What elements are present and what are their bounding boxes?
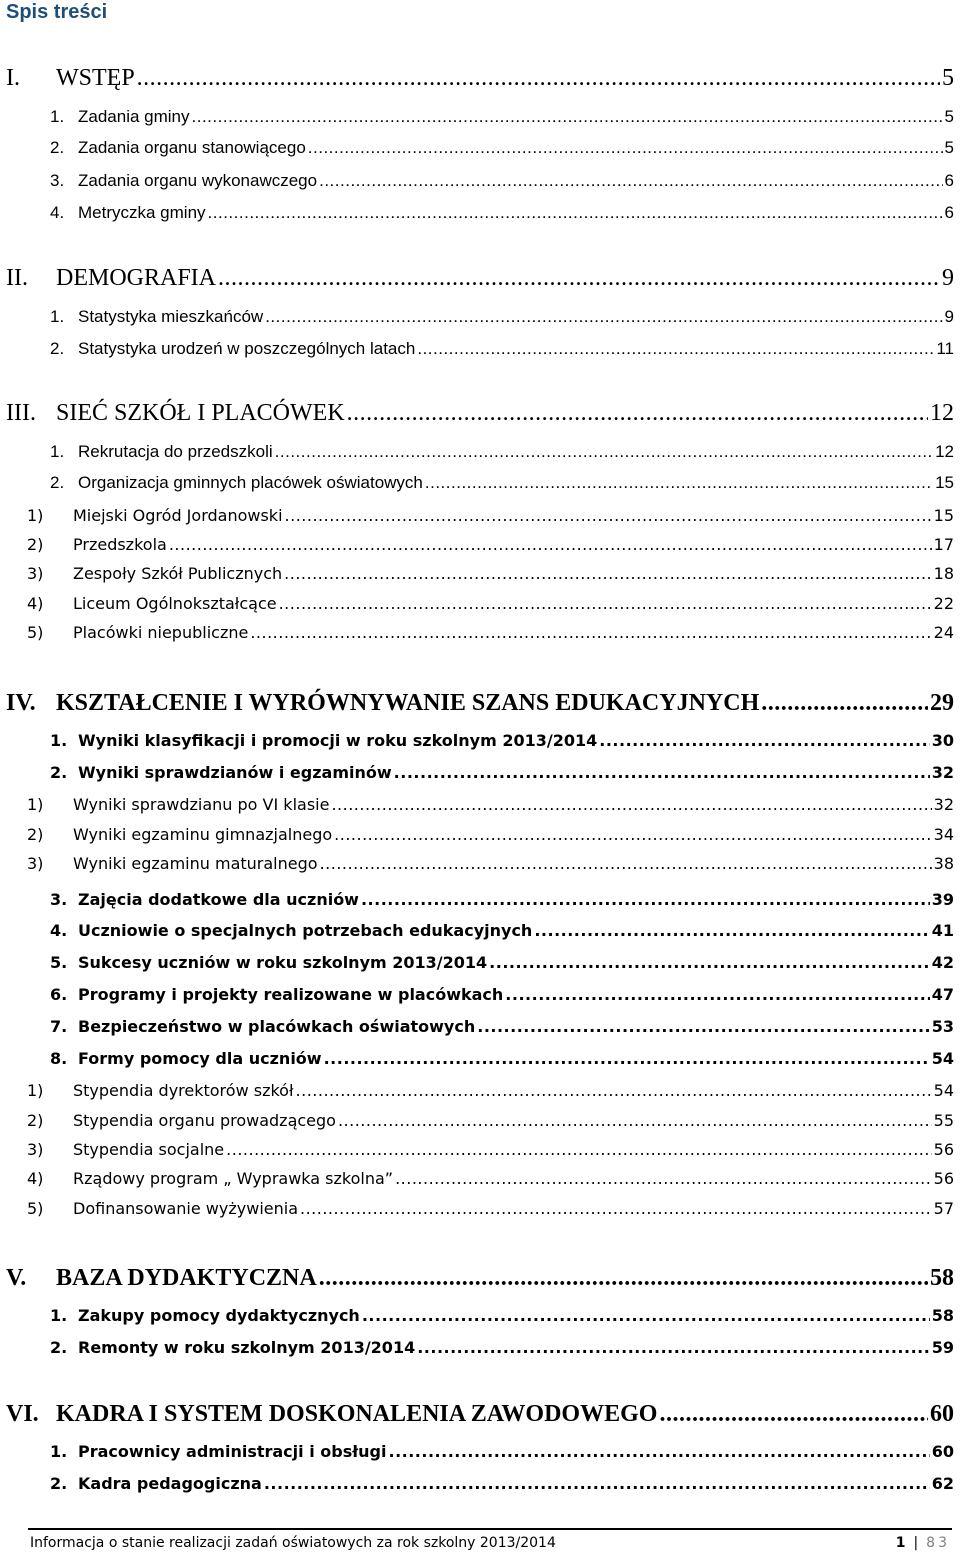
page-footer — [30, 1533, 950, 1553]
dot-leader — [534, 920, 929, 942]
toc-entry-page: 62 — [931, 1474, 954, 1493]
toc-entry-page: 54 — [931, 1049, 954, 1068]
dot-leader — [362, 1305, 930, 1327]
toc-entry-number: 2. — [50, 763, 68, 782]
toc-entry-title: Liceum Ogólnokształcące — [73, 594, 277, 613]
dot-leader — [394, 762, 930, 784]
toc-entry-title: Kadra pedagogiczna — [78, 1474, 262, 1493]
toc-entry-page: 29 — [930, 690, 954, 716]
toc-entry-number: 3) — [27, 1140, 44, 1159]
toc-entry-title: KSZTAŁCENIE I WYRÓWNYWANIE SZANS EDUKACYJNYCH — [56, 690, 760, 716]
toc-entry[interactable] — [0, 730, 954, 752]
toc-entry-page: 17 — [933, 535, 954, 554]
toc-entry-page: 11 — [936, 339, 954, 358]
dot-leader — [320, 853, 932, 875]
dot-leader — [388, 1441, 929, 1463]
dot-leader — [489, 952, 930, 974]
toc-entry-number: 5. — [50, 953, 68, 972]
page-separator: | — [913, 1535, 919, 1551]
toc-entry-title: Stypendia organu prowadzącego — [73, 1111, 336, 1130]
toc-entry-page: 53 — [931, 1017, 954, 1036]
toc-entry-page: 60 — [931, 1442, 954, 1461]
toc-entry-page: 56 — [933, 1140, 954, 1159]
dot-leader — [308, 137, 943, 159]
toc-entry[interactable] — [0, 137, 954, 159]
toc-entry[interactable] — [0, 472, 954, 494]
toc-entry-page: 9 — [942, 265, 954, 291]
toc-entry-page: 32 — [931, 763, 954, 782]
dot-leader — [208, 202, 943, 224]
toc-entry-title: Statystyka urodzeń w poszczególnych latach — [78, 339, 416, 358]
toc-entry-title: Stypendia dyrektorów szkół — [73, 1081, 294, 1100]
page-title: Spis treści — [6, 1, 108, 23]
toc-entry[interactable] — [0, 505, 954, 527]
toc-entry-page: 32 — [933, 795, 954, 814]
toc-entry-number: 1) — [27, 506, 44, 525]
toc-entry-page: 12 — [930, 400, 954, 426]
toc-entry-page: 5 — [942, 65, 954, 91]
dot-leader — [395, 1168, 932, 1190]
toc-entry-title: Metryczka gminy — [78, 203, 206, 222]
toc-entry-title: Miejski Ogród Jordanowski — [73, 506, 283, 525]
dot-leader — [347, 398, 928, 428]
dot-leader — [338, 1110, 932, 1132]
toc-entry-number: 2. — [50, 339, 65, 358]
toc-entry-title: Dofinansowanie wyżywienia — [73, 1199, 298, 1218]
toc-entry-number: 4. — [50, 921, 68, 940]
toc-entry-page: 6 — [944, 171, 954, 190]
toc-entry-number: 1. — [50, 107, 65, 126]
toc-entry-number: 1. — [50, 307, 65, 326]
toc-entry[interactable] — [0, 534, 954, 556]
toc-entry-page: 41 — [931, 921, 954, 940]
dot-leader — [296, 1080, 932, 1102]
toc-entry-number: 5) — [27, 1199, 44, 1218]
dot-leader — [284, 563, 931, 585]
toc-entry[interactable] — [0, 63, 954, 93]
dot-leader — [417, 1337, 930, 1359]
toc-entry-page: 15 — [933, 506, 954, 525]
toc-entry-title: WSTĘP — [56, 65, 135, 91]
toc-entry-number: 2) — [27, 1111, 44, 1130]
toc-entry[interactable] — [0, 338, 954, 360]
toc-entry-number: 2. — [50, 473, 65, 492]
current-page: 1 — [895, 1535, 906, 1551]
toc-entry-page: 30 — [931, 731, 954, 750]
toc-entry-number: 4. — [50, 203, 65, 222]
toc-entry[interactable] — [0, 952, 954, 974]
toc-entry-title: Wyniki egzaminu maturalnego — [73, 854, 318, 873]
toc-entry-title: Zadania organu stanowiącego — [78, 138, 306, 157]
toc-entry-page: 47 — [931, 985, 954, 1004]
toc-entry-title: Sukcesy uczniów w roku szkolnym 2013/2014 — [78, 953, 488, 972]
dot-leader — [761, 688, 928, 718]
toc-entry[interactable] — [0, 441, 954, 463]
toc-entry-page: 58 — [930, 1265, 954, 1291]
toc-entry-page: 15 — [935, 473, 954, 492]
toc-entry-page: 5 — [944, 107, 954, 126]
toc-entry[interactable] — [0, 1016, 954, 1038]
toc-entry-number: VI. — [6, 1401, 39, 1427]
toc-entry-page: 59 — [931, 1338, 954, 1357]
dot-leader — [334, 824, 931, 846]
dot-leader — [264, 1473, 930, 1495]
toc-entry-number: 1) — [27, 795, 44, 814]
total-pages: 83 — [926, 1535, 950, 1551]
dot-leader — [361, 889, 930, 911]
toc-entry[interactable] — [0, 1263, 954, 1293]
toc-entry-number: 7. — [50, 1017, 68, 1036]
toc-entry[interactable] — [0, 1198, 954, 1220]
toc-entry-page: 9 — [944, 307, 954, 326]
toc-entry-page: 39 — [931, 890, 954, 909]
toc-entry[interactable] — [0, 1399, 954, 1429]
toc-entry-number: 3) — [27, 564, 44, 583]
toc-entry-page: 12 — [935, 442, 954, 461]
dot-leader — [659, 1399, 928, 1429]
toc-entry-title: Remonty w roku szkolnym 2013/2014 — [78, 1338, 416, 1357]
toc-entry-number: IV. — [6, 690, 36, 716]
toc-entry[interactable] — [0, 398, 954, 428]
toc-entry-number: 2. — [50, 1474, 68, 1493]
toc-entry[interactable] — [0, 1168, 954, 1190]
toc-entry[interactable] — [0, 202, 954, 224]
toc-entry-title: Placówki niepubliczne — [73, 623, 249, 642]
toc-entry-title: BAZA DYDAKTYCZNA — [56, 1265, 317, 1291]
toc-entry-page: 22 — [933, 594, 954, 613]
toc-entry[interactable] — [0, 984, 954, 1006]
toc-entry-number: 1. — [50, 1306, 68, 1325]
dot-leader — [319, 170, 942, 192]
dot-leader — [169, 534, 932, 556]
toc-entry[interactable] — [0, 824, 954, 846]
toc-entry-page: 54 — [933, 1081, 954, 1100]
toc-entry-title: Stypendia socjalne — [73, 1140, 225, 1159]
toc-entry[interactable] — [0, 762, 954, 784]
toc-entry-page: 60 — [930, 1401, 954, 1427]
toc-entry[interactable] — [0, 106, 954, 128]
dot-leader — [477, 1016, 930, 1038]
toc-entry-page: 58 — [931, 1306, 954, 1325]
toc-entry-title: Zakupy pomocy dydaktycznych — [78, 1306, 360, 1325]
toc-entry-number: 2. — [50, 1338, 68, 1357]
toc-entry-title: Wyniki sprawdzianów i egzaminów — [78, 763, 392, 782]
dot-leader — [137, 63, 940, 93]
toc-entry[interactable] — [0, 1337, 954, 1359]
toc-entry-number: III. — [6, 400, 36, 426]
toc-entry-title: Zespoły Szkół Publicznych — [73, 564, 283, 583]
dot-leader — [319, 1263, 928, 1293]
toc-entry[interactable] — [0, 1080, 954, 1102]
toc-entry[interactable] — [0, 889, 954, 911]
toc-entry-page: 5 — [944, 138, 954, 157]
toc-entry-title: Formy pomocy dla uczniów — [78, 1049, 322, 1068]
dot-leader — [324, 1048, 930, 1070]
toc-entry-title: Wyniki egzaminu gimnazjalnego — [73, 825, 333, 844]
dot-leader — [265, 306, 942, 328]
toc-entry-number: 3. — [50, 890, 68, 909]
toc-entry-number: 6. — [50, 985, 68, 1004]
toc-entry-title: Wyniki sprawdzianu po VI klasie — [73, 795, 330, 814]
toc-entry[interactable] — [0, 306, 954, 328]
toc-entry[interactable] — [0, 593, 954, 615]
toc-entry-title: Zadania organu wykonawczego — [78, 171, 318, 190]
toc-entry[interactable] — [0, 1441, 954, 1463]
toc-entry-title: Pracownicy administracji i obsługi — [78, 1442, 387, 1461]
toc-entry-number: 1. — [50, 442, 65, 461]
toc-entry-page: 18 — [933, 564, 954, 583]
dot-leader — [250, 622, 931, 644]
dot-leader — [417, 338, 934, 360]
toc-entry[interactable] — [0, 263, 954, 293]
toc-entry-number: 8. — [50, 1049, 68, 1068]
toc-entry-number: V. — [6, 1265, 27, 1291]
toc-entry-number: 2) — [27, 535, 44, 554]
toc-entry-number: 4) — [27, 594, 44, 613]
toc-entry-number: 1. — [50, 731, 68, 750]
toc-entry-number: 3. — [50, 171, 65, 190]
dot-leader — [226, 1139, 932, 1161]
toc-entry[interactable] — [0, 794, 954, 816]
toc-entry[interactable] — [0, 622, 954, 644]
toc-entry[interactable] — [0, 170, 954, 192]
toc-entry-title: KADRA I SYSTEM DOSKONALENIA ZAWODOWEGO — [56, 1401, 658, 1427]
toc-entry-title: Wyniki klasyfikacji i promocji w roku szkolnym 2013/2014 — [78, 731, 598, 750]
toc-entry[interactable] — [0, 563, 954, 585]
toc-entry-page: 57 — [933, 1199, 954, 1218]
toc-entry-number: II. — [6, 265, 28, 291]
toc-entry[interactable] — [0, 688, 954, 718]
toc-entry-page: 42 — [931, 953, 954, 972]
dot-leader — [192, 106, 943, 128]
toc-entry-title: SIEĆ SZKÓŁ I PLACÓWEK — [56, 400, 345, 426]
toc-entry-number: 2) — [27, 825, 44, 844]
toc-entry[interactable] — [0, 1048, 954, 1070]
toc-entry-title: Zajęcia dodatkowe dla uczniów — [78, 890, 359, 909]
dot-leader — [300, 1198, 932, 1220]
toc-entry-number: 4) — [27, 1169, 44, 1188]
dot-leader — [275, 441, 933, 463]
toc-entry-title: Statystyka mieszkańców — [78, 307, 264, 326]
footer-divider — [28, 1528, 952, 1530]
toc-entry-title: Bezpieczeństwo w placówkach oświatowych — [78, 1017, 476, 1036]
toc-entry-title: Organizacja gminnych placówek oświatowych — [78, 473, 423, 492]
toc-entry-page: 6 — [944, 203, 954, 222]
toc-entry-title: DEMOGRAFIA — [56, 265, 217, 291]
dot-leader — [218, 263, 940, 293]
toc-entry-page: 24 — [933, 623, 954, 642]
toc-entry-number: 5) — [27, 623, 44, 642]
toc-entry-title: Przedszkola — [73, 535, 167, 554]
toc-entry[interactable] — [0, 1473, 954, 1495]
toc-entry-title: Rekrutacja do przedszkoli — [78, 442, 273, 461]
toc-entry[interactable] — [0, 1305, 954, 1327]
dot-leader — [505, 984, 929, 1006]
footer-page-number — [896, 1533, 950, 1553]
toc-entry-page: 56 — [933, 1169, 954, 1188]
toc-entry-number: 1. — [50, 1442, 68, 1461]
dot-leader — [331, 794, 931, 816]
toc-entry-page: 55 — [933, 1111, 954, 1130]
footer-text: Informacja o stanie realizacji zadań oświatowych za rok szkolny 2013/2014 — [30, 1535, 556, 1551]
toc-entry-number: 1) — [27, 1081, 44, 1100]
toc-entry-title: Programy i projekty realizowane w placówkach — [78, 985, 504, 1004]
toc-entry[interactable] — [0, 853, 954, 875]
dot-leader — [599, 730, 929, 752]
toc-entry-page: 34 — [933, 825, 954, 844]
dot-leader — [285, 505, 932, 527]
dot-leader — [279, 593, 932, 615]
toc-entry-title: Zadania gminy — [78, 107, 190, 126]
toc-entry[interactable] — [0, 1139, 954, 1161]
toc-entry-title: Uczniowie o specjalnych potrzebach edukacyjnych — [78, 921, 533, 940]
dot-leader — [425, 472, 933, 494]
toc-entry[interactable] — [0, 920, 954, 942]
toc-entry[interactable] — [0, 1110, 954, 1132]
toc-entry-number: 2. — [50, 138, 65, 157]
toc-entry-number: I. — [6, 65, 20, 91]
toc-entry-number: 3) — [27, 854, 44, 873]
toc-entry-title: Rządowy program „ Wyprawka szkolna” — [73, 1169, 394, 1188]
toc-entry-page: 38 — [933, 854, 954, 873]
